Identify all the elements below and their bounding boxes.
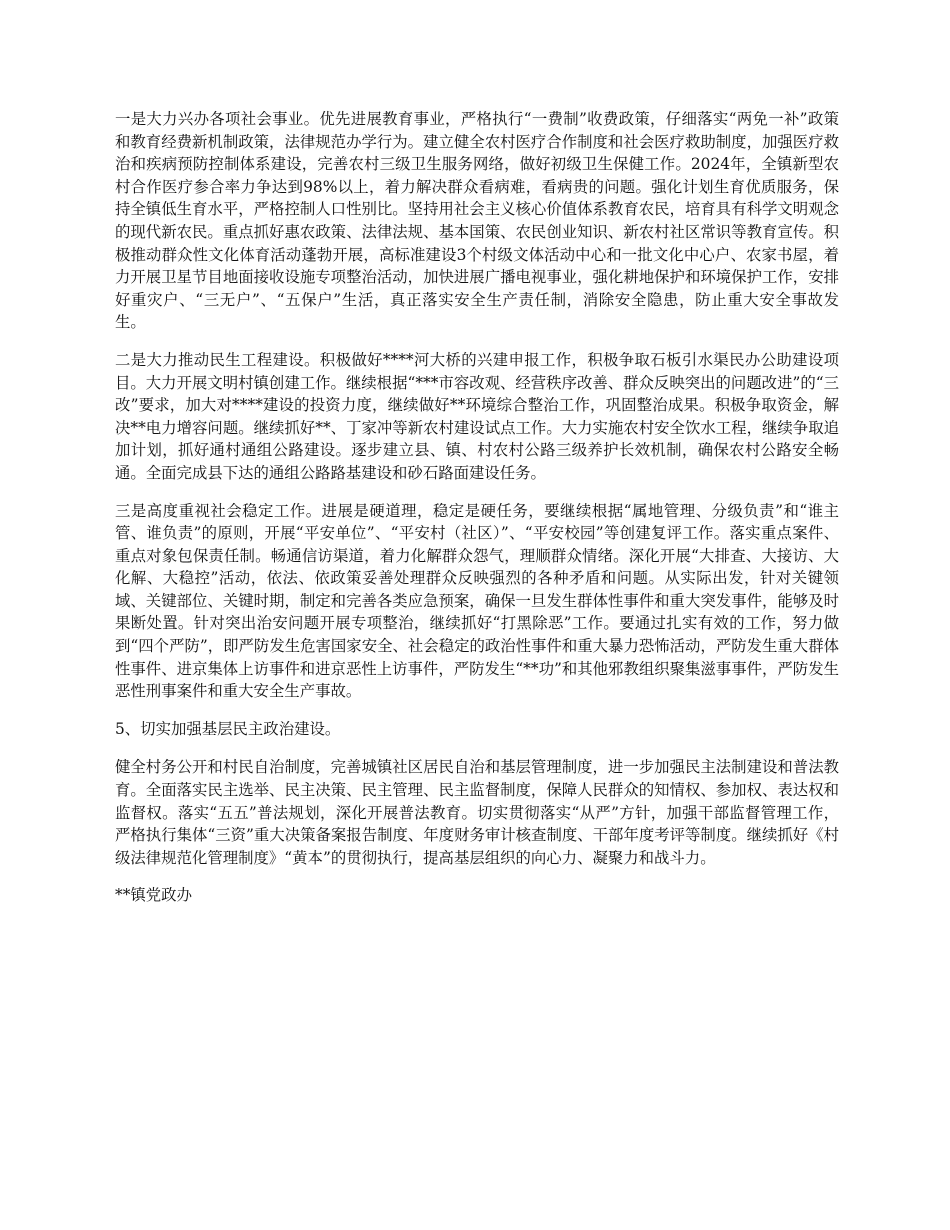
section-heading-grassroots-democracy: 5、切实加强基层民主政治建设。	[115, 719, 341, 738]
paragraph-social-undertakings: 一是大力兴办各项社会事业。优先进展教育事业，严格执行“一费制”收费政策，仔细落实“两免一补”政策和教育经费新机制政策，法律规范办学行为。建立健全农村医疗合作制度和社会医疗救助制度，加强医疗救治和疾病预防控制体系建设，完善农村三级卫生服务网络，做好初级卫生保健工作。2024年，全镇新型农村合作医疗参合率力争达到98%以上，着力解决群众看病难，看病贵的问题。强化计划生育优质服务，保持全镇低生育水平，严格控制人口性别比。坚持用社会主义核心价值体系教育农民，培育具有科学文明观念的现代新农民。重点抓好惠农政策、法律法规、基本国策、农民创业知识、新农村社区常识等教育宣传。积极推动群众性文化体育活动蓬勃开展，高标准建设3个村级文体活动中心和一批文化中心户、农家书屋，着力开展卫星节目地面接收设施专项整治活动，加快进展广播电视事业，强化耕地保护和环境保护工作，安排好重灾户、“三无户”、“五保户”生活，真正落实安全生产责任制，消除安全隐患，防止重大安全事故发生。	[115, 110, 839, 332]
paragraph-livelihood-projects: 二是大力推动民生工程建设。积极做好****河大桥的兴建申报工作，积极争取石板引水渠民办公助建设项目。大力开展文明村镇创建工作。继续根据“***市容改观、经营秩序改善、群众反映突出的问题改进”的“三改”要求，加大对****建设的投资力度，继续做好**环境综合整治工作，巩固整治成果。积极争取资金，解决**电力增容问题。继续抓好**、丁家冲等新农村建设试点工作。大力实施农村安全饮水工程，继续争取追加计划，抓好通村通组公路建设。逐步建立县、镇、村农村公路三级养护长效机制，确保农村公路安全畅通。全面完成县下达的通组公路路基建设和砂石路面建设任务。	[115, 350, 839, 482]
paragraph-social-stability: 三是高度重视社会稳定工作。进展是硬道理，稳定是硬任务，要继续根据“属地管理、分级负责”和“谁主管、谁负责”的原则，开展“平安单位”、“平安村（社区）”、“平安校园”等创建复评工作。落实重点案件、重点对象包保责任制。畅通信访渠道，着力化解群众怨气，理顺群众情绪。深化开展“大排查、大接访、大化解、大稳控”活动，依法、依政策妥善处理群众反映强烈的各种矛盾和问题。从实际出发，针对关键领域、关键部位、关键时期，制定和完善各类应急预案，确保一旦发生群体性事件和重大突发事件，能够及时果断处置。针对突出治安问题开展专项整治，继续抓好“打黑除恶”工作。要通过扎实有效的工作，努力做到“四个严防”，即严防发生危害国家安全、社会稳定的政治性事件和重大暴力恐怖活动，严防发生重大群体性事件、进京集体上访事件和进京恶性上访事件，严防发生“**功”和其他邪教组织聚集滋事事件，严防发生恶性刑事案件和重大安全生产事故。	[115, 501, 839, 701]
document-body	[115, 108, 839, 922]
paragraph-grassroots-democracy: 健全村务公开和村民自治制度，完善城镇社区居民自治和基层管理制度，进一步加强民主法制建设和普法教育。全面落实民主选举、民主决策、民主管理、民主监督制度，保障人民群众的知情权、参加权、表达权和监督权。落实“五五”普法规划，深化开展普法教育。切实贯彻落实“从严”方针，加强干部监督管理工作，严格执行集体“三资”重大决策备案报告制度、年度财务审计核查制度、干部年度考评等制度。继续抓好《村级法律规范化管理制度》“黄本”的贯彻执行，提高基层组织的向心力、凝聚力和战斗力。	[115, 758, 839, 867]
signature: **镇党政办	[115, 886, 192, 905]
